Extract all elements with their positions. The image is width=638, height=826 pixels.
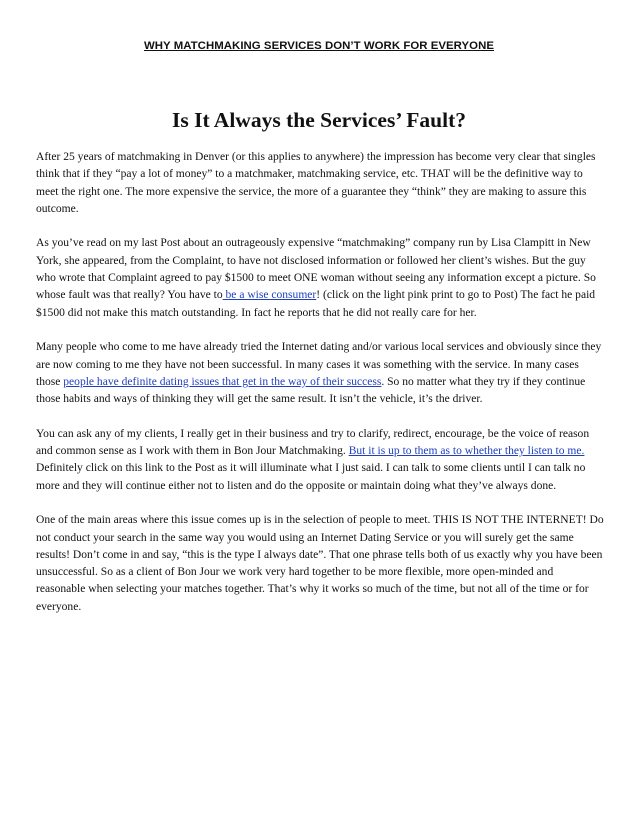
paragraph-4-text-b: Definitely click on this link to the Post as it will illuminate what I just said. I can talk to some clients until I can talk no more and they will continue either not to listen and do the opposite or maintain doing what they’ve always done. xyxy=(36,462,586,492)
paragraph-2 xyxy=(36,235,604,321)
page-header: WHY MATCHMAKING SERVICES DON’T WORK FOR EVERYONE xyxy=(143,40,495,52)
article-body xyxy=(36,149,604,633)
paragraph-3 xyxy=(36,339,604,408)
article-title: Is It Always the Services’ Fault? xyxy=(171,108,466,132)
paragraph-4 xyxy=(36,426,604,495)
paragraph-3-text-b: . So no matter what they try if they continue those habits and ways of thinking they will get the same result. It isn’t the vehicle, it’s the driver. xyxy=(36,375,586,406)
wise-consumer-link[interactable]: be a wise consumer xyxy=(222,289,317,302)
dating-issues-link[interactable]: people have definite dating issues that get in the way of their success xyxy=(63,375,382,388)
listen-to-me-link[interactable]: But it is up to them as to whether they listen to me. xyxy=(348,445,585,458)
paragraph-2-text-b: ! (click on the light pink print to go to Post) The fact he paid $1500 did not make this match outstanding. In fact he reports that he did not really care for her. xyxy=(36,289,596,319)
paragraph-4-text-a: You can ask any of my clients, I really get in their business and try to clarify, redirect, encourage, be the voice of reason and common sense as I work with them in Bon Jour Matchmaking. xyxy=(36,427,590,458)
paragraph-3-text-a: Many people who come to me have already tried the Internet dating and/or various local services and obviously since they are now coming to me they have not been successful. In many cases it was something with the service. In many cases those xyxy=(36,341,602,388)
paragraph-1-text: After 25 years of matchmaking in Denver (or this applies to anywhere) the impression has become very clear that singles think that if they “pay a lot of money” to a matchmaker, matchmaking service, etc. THAT will be the definitive way to meet the right one. The more expensive the service, the more of a guarantee they “think” they are making to assure this outcome. xyxy=(36,151,596,215)
paragraph-5 xyxy=(36,512,604,616)
paragraph-1 xyxy=(36,149,604,218)
paragraph-5-text: One of the main areas where this issue comes up is in the selection of people to meet. THIS IS NOT THE INTERNET! Do not conduct your search in the same way you would using an Internet Dating Service or you will surely get the same results! Don’t come in and say, “this is the type I always date”. That one phrase tells both of us exactly why you have been unsuccessful. So as a client of Bon Jour we work very hard together to be more flexible, more open-minded and reasonable when selecting your matches together. That’s why it works so much of the time, but not all of the time or for everyone. xyxy=(36,514,604,613)
paragraph-2-text-a: As you’ve read on my last Post about an outrageously expensive “matchmaking” company run by Lisa Clampitt in New York, she appeared, from the Complaint, to have not disclosed information or followed her client’s wishes. But the guy who wrote that Complaint agreed to pay $1500 to meet ONE woman without seeing any information except a picture. So whose fault was that really? You have to xyxy=(36,237,596,302)
